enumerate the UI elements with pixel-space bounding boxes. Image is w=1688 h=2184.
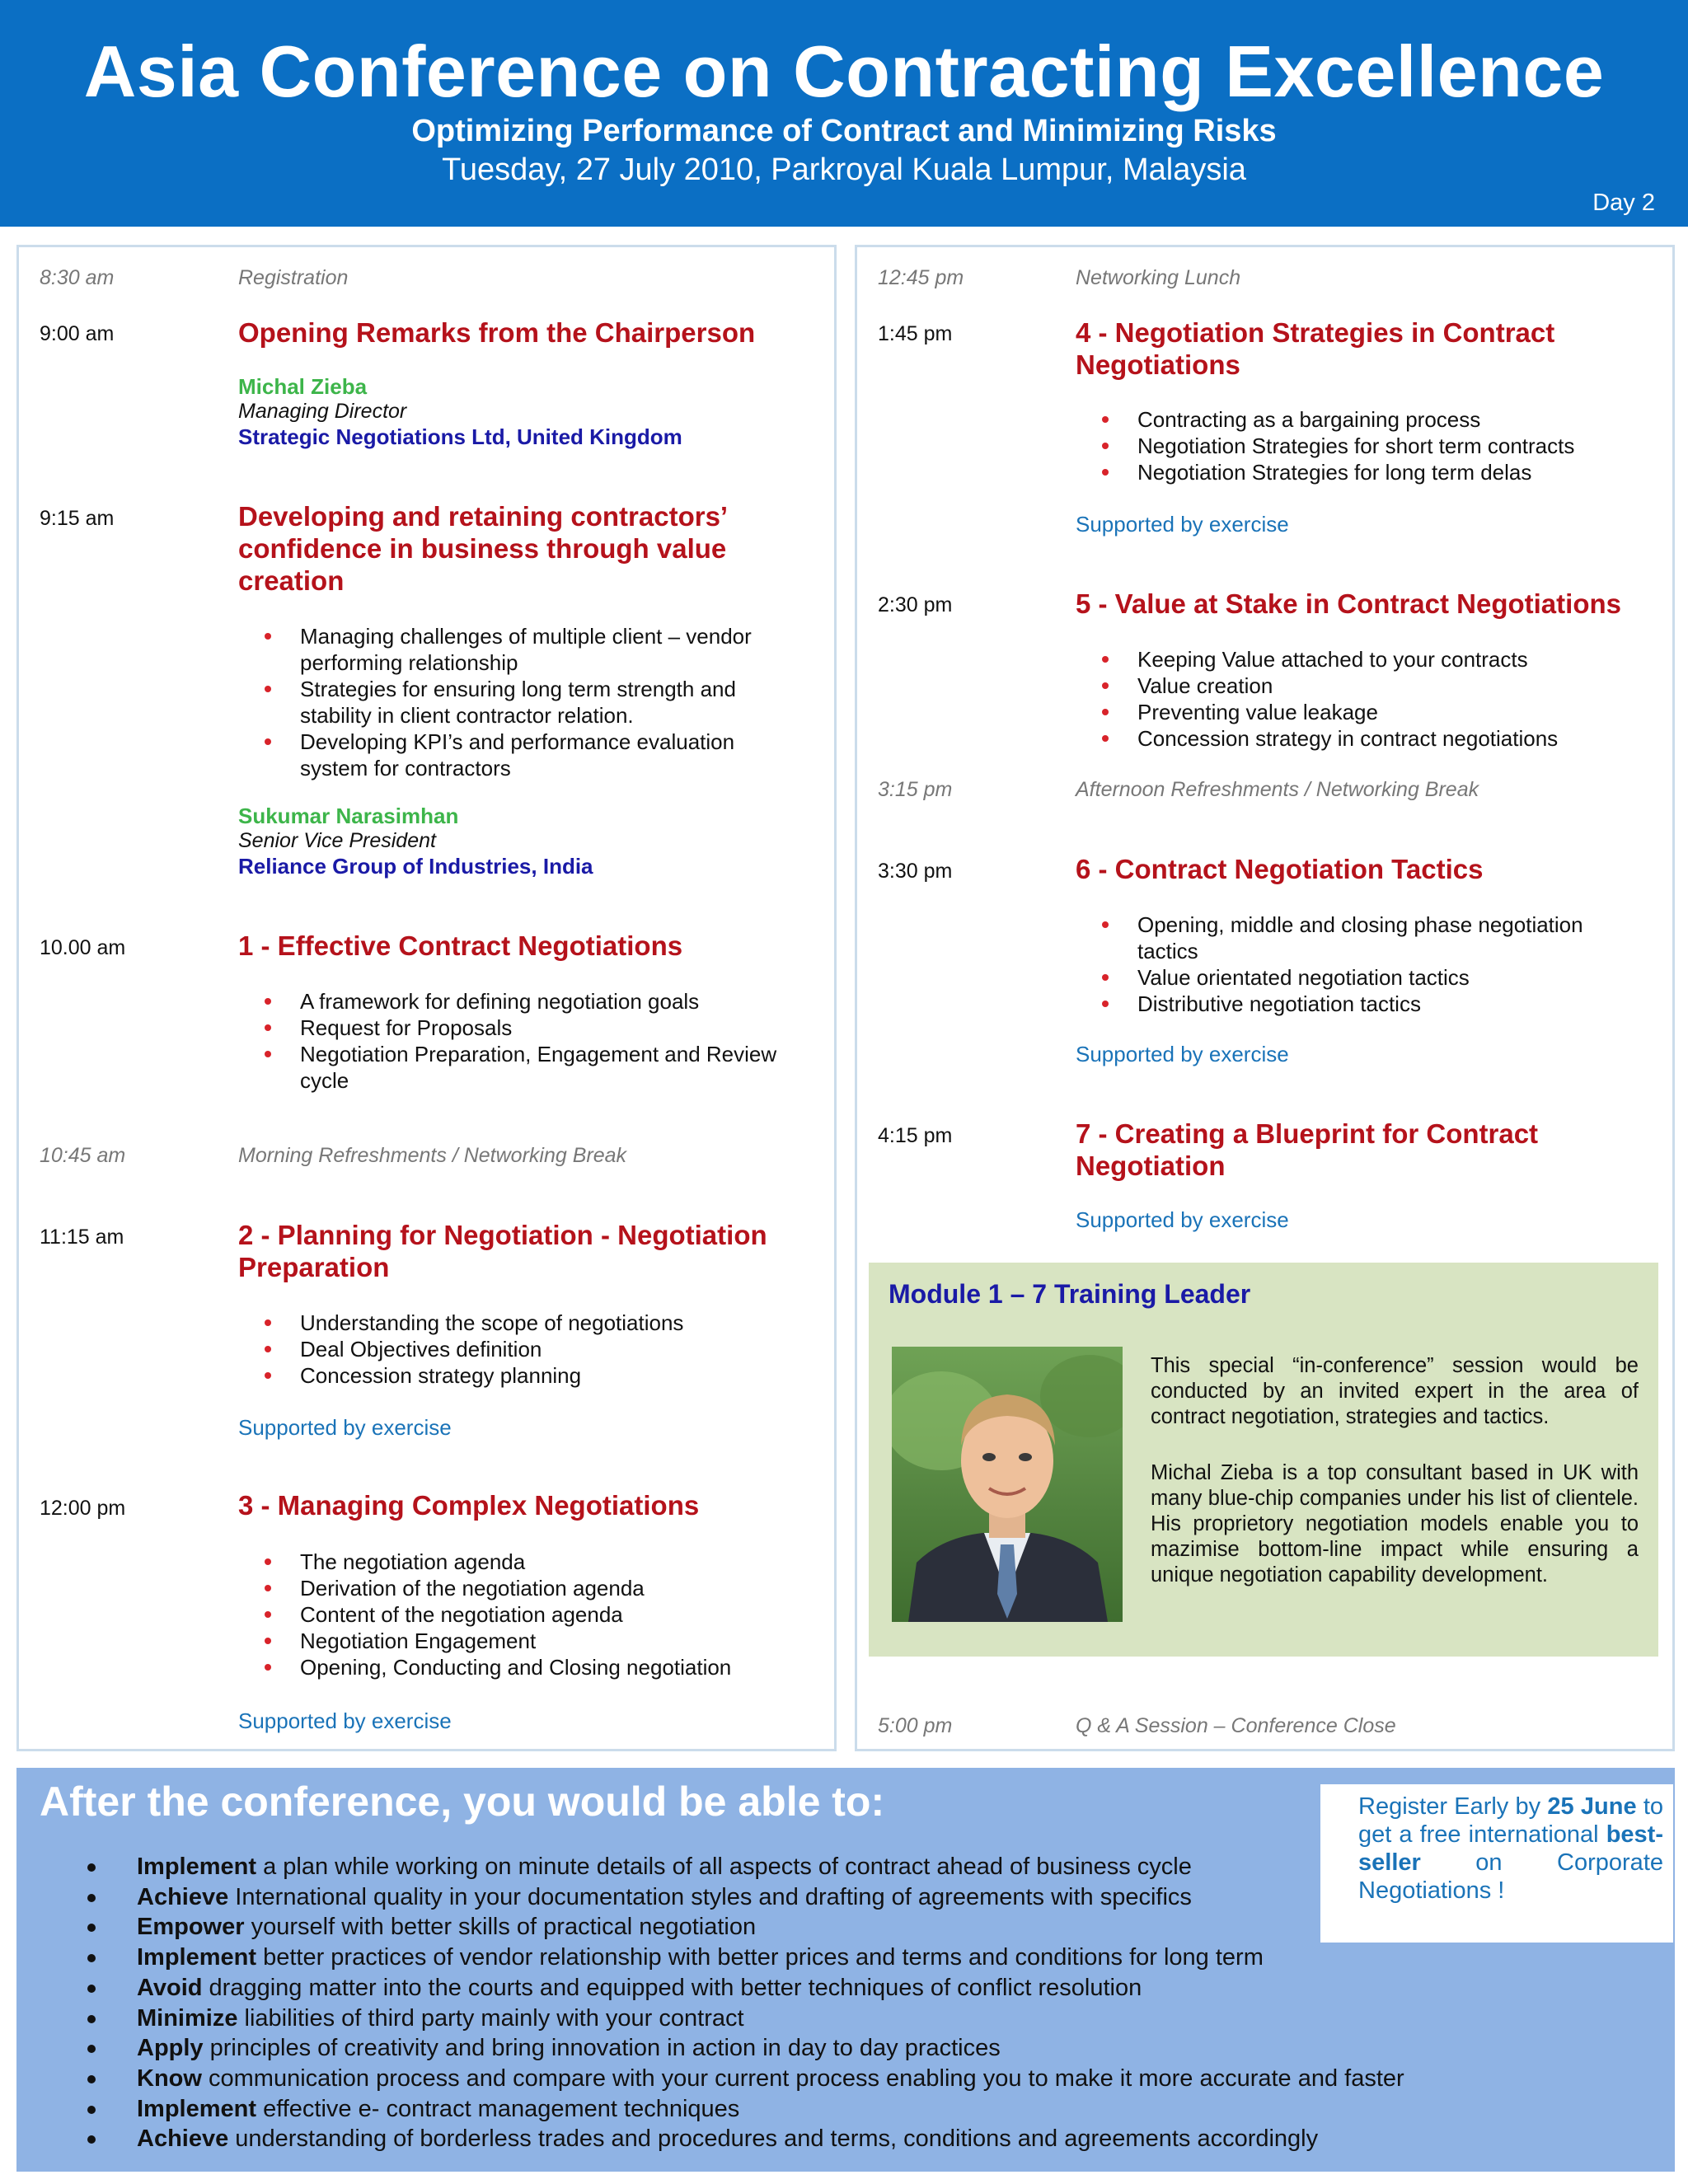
registration-time: 8:30 am — [40, 266, 115, 289]
speaker-org-zieba: Strategic Negotiations Ltd, United Kingdom — [238, 424, 682, 449]
lunch-label: Networking Lunch — [1076, 266, 1241, 289]
list-item: Empower yourself with better skills of practical negotiation — [16, 1912, 1404, 1943]
list-item: Derivation of the negotiation agenda — [238, 1575, 815, 1601]
outcomes-list — [16, 1852, 1404, 2154]
list-item: Achieve understanding of borderless trades and procedures and terms, conditions and agreements accordingly — [16, 2124, 1404, 2154]
session-7-time: 4:15 pm — [878, 1124, 953, 1147]
session-915-bullets — [238, 623, 815, 781]
list-item: Negotiation Engagement — [238, 1628, 815, 1654]
session-6-time: 3:30 pm — [878, 860, 953, 883]
session-6-bullets — [1076, 912, 1653, 1017]
close-time: 5:00 pm — [878, 1714, 953, 1737]
session-915-topic: Developing and retaining contractors’ confidence in business through value creation — [238, 501, 729, 596]
list-item: Apply principles of creativity and bring innovation in action in day to day practices — [16, 2033, 1404, 2064]
list-item: Managing challenges of multiple client – vendor performing relationship — [238, 623, 815, 676]
outcomes-heading: After the conference, you would be able to: — [40, 1779, 885, 1825]
opening-time: 9:00 am — [40, 322, 115, 345]
list-item: Value creation — [1076, 673, 1653, 699]
conference-subtitle: Optimizing Performance of Contract and Minimizing Risks — [411, 114, 1277, 148]
list-item: A framework for defining negotiation goals — [238, 988, 815, 1015]
session-2-topic: 2 - Planning for Negotiation - Negotiation Preparation — [238, 1220, 767, 1282]
conference-title: Asia Conference on Contracting Excellence — [83, 30, 1605, 112]
session-4-bullets — [1076, 406, 1653, 485]
conference-header — [0, 0, 1688, 227]
morning-break-label: Morning Refreshments / Networking Break — [238, 1144, 627, 1167]
session-5-time: 2:30 pm — [878, 593, 953, 616]
session-3-bullets — [238, 1549, 815, 1680]
list-item: Developing KPI’s and performance evaluation system for contractors — [238, 729, 815, 781]
list-item: Keeping Value attached to your contracts — [1076, 646, 1653, 673]
trainer-bio-paragraph: Michal Zieba is a top consultant based in UK with many blue-chip companies under his list of clientele. His proprietory negotiation models enable you to mazimise bottom-line impact while ensuring a unique negotiation capability development. — [1151, 1461, 1639, 1586]
session-4-support: Supported by exercise — [1076, 512, 1289, 537]
list-item: Negotiation Preparation, Engagement and Review cycle — [238, 1041, 815, 1094]
conference-dateline: Tuesday, 27 July 2010, Parkroyal Kuala Lumpur, Malaysia — [442, 152, 1246, 187]
list-item: Concession strategy in contract negotiations — [1076, 725, 1653, 752]
register-early-callout: Register Early by 25 June to get a free international best-seller on Corporate Negotiations ! — [1320, 1784, 1673, 1943]
trainer-portrait-image — [892, 1347, 1123, 1622]
speaker-name-zieba: Michal Zieba — [238, 374, 368, 399]
morning-break-time: 10:45 am — [40, 1144, 126, 1167]
training-leader-box — [869, 1263, 1658, 1657]
training-leader-title: Module 1 – 7 Training Leader — [889, 1279, 1251, 1309]
speaker-title-narasimhan: Senior Vice President — [238, 829, 436, 852]
session-1-topic: 1 - Effective Contract Negotiations — [238, 930, 683, 961]
session-1-time: 10.00 am — [40, 936, 126, 959]
session-915-time: 9:15 am — [40, 507, 115, 530]
session-2-time: 11:15 am — [40, 1226, 124, 1249]
session-6-topic: 6 - Contract Negotiation Tactics — [1076, 854, 1484, 884]
session-3-support: Supported by exercise — [238, 1708, 452, 1733]
list-item: Contracting as a bargaining process — [1076, 406, 1653, 433]
list-item: Value orientated negotiation tactics — [1076, 964, 1653, 991]
list-item: Negotiation Strategies for long term delas — [1076, 459, 1653, 485]
list-item: Implement a plan while working on minute details of all aspects of contract ahead of business cycle — [16, 1852, 1404, 1882]
session-6-support: Supported by exercise — [1076, 1042, 1289, 1066]
session-2-bullets — [238, 1310, 815, 1389]
trainer-intro-paragraph: This special “in-conference” session would be conducted by an invited expert in the area of contract negotiation, strategies and tactics. — [1151, 1354, 1639, 1428]
speaker-name-narasimhan: Sukumar Narasimhan — [238, 804, 459, 828]
lunch-time: 12:45 pm — [878, 266, 964, 289]
session-2-support: Supported by exercise — [238, 1415, 452, 1440]
session-4-time: 1:45 pm — [878, 322, 953, 345]
session-5-topic: 5 - Value at Stake in Contract Negotiations — [1076, 588, 1621, 619]
list-item: Know communication process and compare with your current process enabling you to make it more accurate and faster — [16, 2064, 1404, 2094]
afternoon-break-time: 3:15 pm — [878, 778, 953, 801]
session-4-topic: 4 - Negotiation Strategies in Contract Negotiations — [1076, 317, 1555, 380]
afternoon-break-label: Afternoon Refreshments / Networking Break — [1076, 778, 1479, 801]
list-item: Implement better practices of vendor relationship with better prices and terms and conditions for long term — [16, 1943, 1404, 1973]
list-item: Content of the negotiation agenda — [238, 1601, 815, 1628]
list-item: Strategies for ensuring long term strength and stability in client contractor relation. — [238, 676, 815, 729]
registration-label: Registration — [238, 266, 349, 289]
list-item: Understanding the scope of negotiations — [238, 1310, 815, 1336]
list-item: Deal Objectives definition — [238, 1336, 815, 1362]
list-item: Request for Proposals — [238, 1015, 815, 1041]
close-label: Q & A Session – Conference Close — [1076, 1714, 1396, 1737]
list-item: Concession strategy planning — [238, 1362, 815, 1389]
list-item: Distributive negotiation tactics — [1076, 991, 1653, 1017]
session-7-topic: 7 - Creating a Blueprint for Contract Negotiation — [1076, 1118, 1539, 1181]
session-3-time: 12:00 pm — [40, 1497, 126, 1520]
speaker-org-narasimhan: Reliance Group of Industries, India — [238, 854, 593, 879]
list-item: Opening, middle and closing phase negotiation tactics — [1076, 912, 1653, 964]
session-7-support: Supported by exercise — [1076, 1207, 1289, 1232]
list-item: Avoid dragging matter into the courts and equipped with better techniques of conflict resolution — [16, 1973, 1404, 2004]
speaker-title-zieba: Managing Director — [238, 400, 407, 423]
list-item: Negotiation Strategies for short term contracts — [1076, 433, 1653, 459]
session-5-bullets — [1076, 646, 1653, 752]
session-1-bullets — [238, 988, 815, 1094]
list-item: Implement effective e- contract management techniques — [16, 2094, 1404, 2125]
list-item: Achieve International quality in your documentation styles and drafting of agreements with specifics — [16, 1882, 1404, 1913]
session-3-topic: 3 - Managing Complex Negotiations — [238, 1490, 700, 1521]
opening-topic: Opening Remarks from the Chairperson — [238, 317, 756, 348]
list-item: The negotiation agenda — [238, 1549, 815, 1575]
list-item: Preventing value leakage — [1076, 699, 1653, 725]
trainer-photo — [892, 1347, 1123, 1622]
day-label: Day 2 — [1592, 190, 1655, 216]
list-item: Opening, Conducting and Closing negotiation — [238, 1654, 815, 1680]
list-item: Minimize liabilities of third party mainly with your contract — [16, 2004, 1404, 2034]
